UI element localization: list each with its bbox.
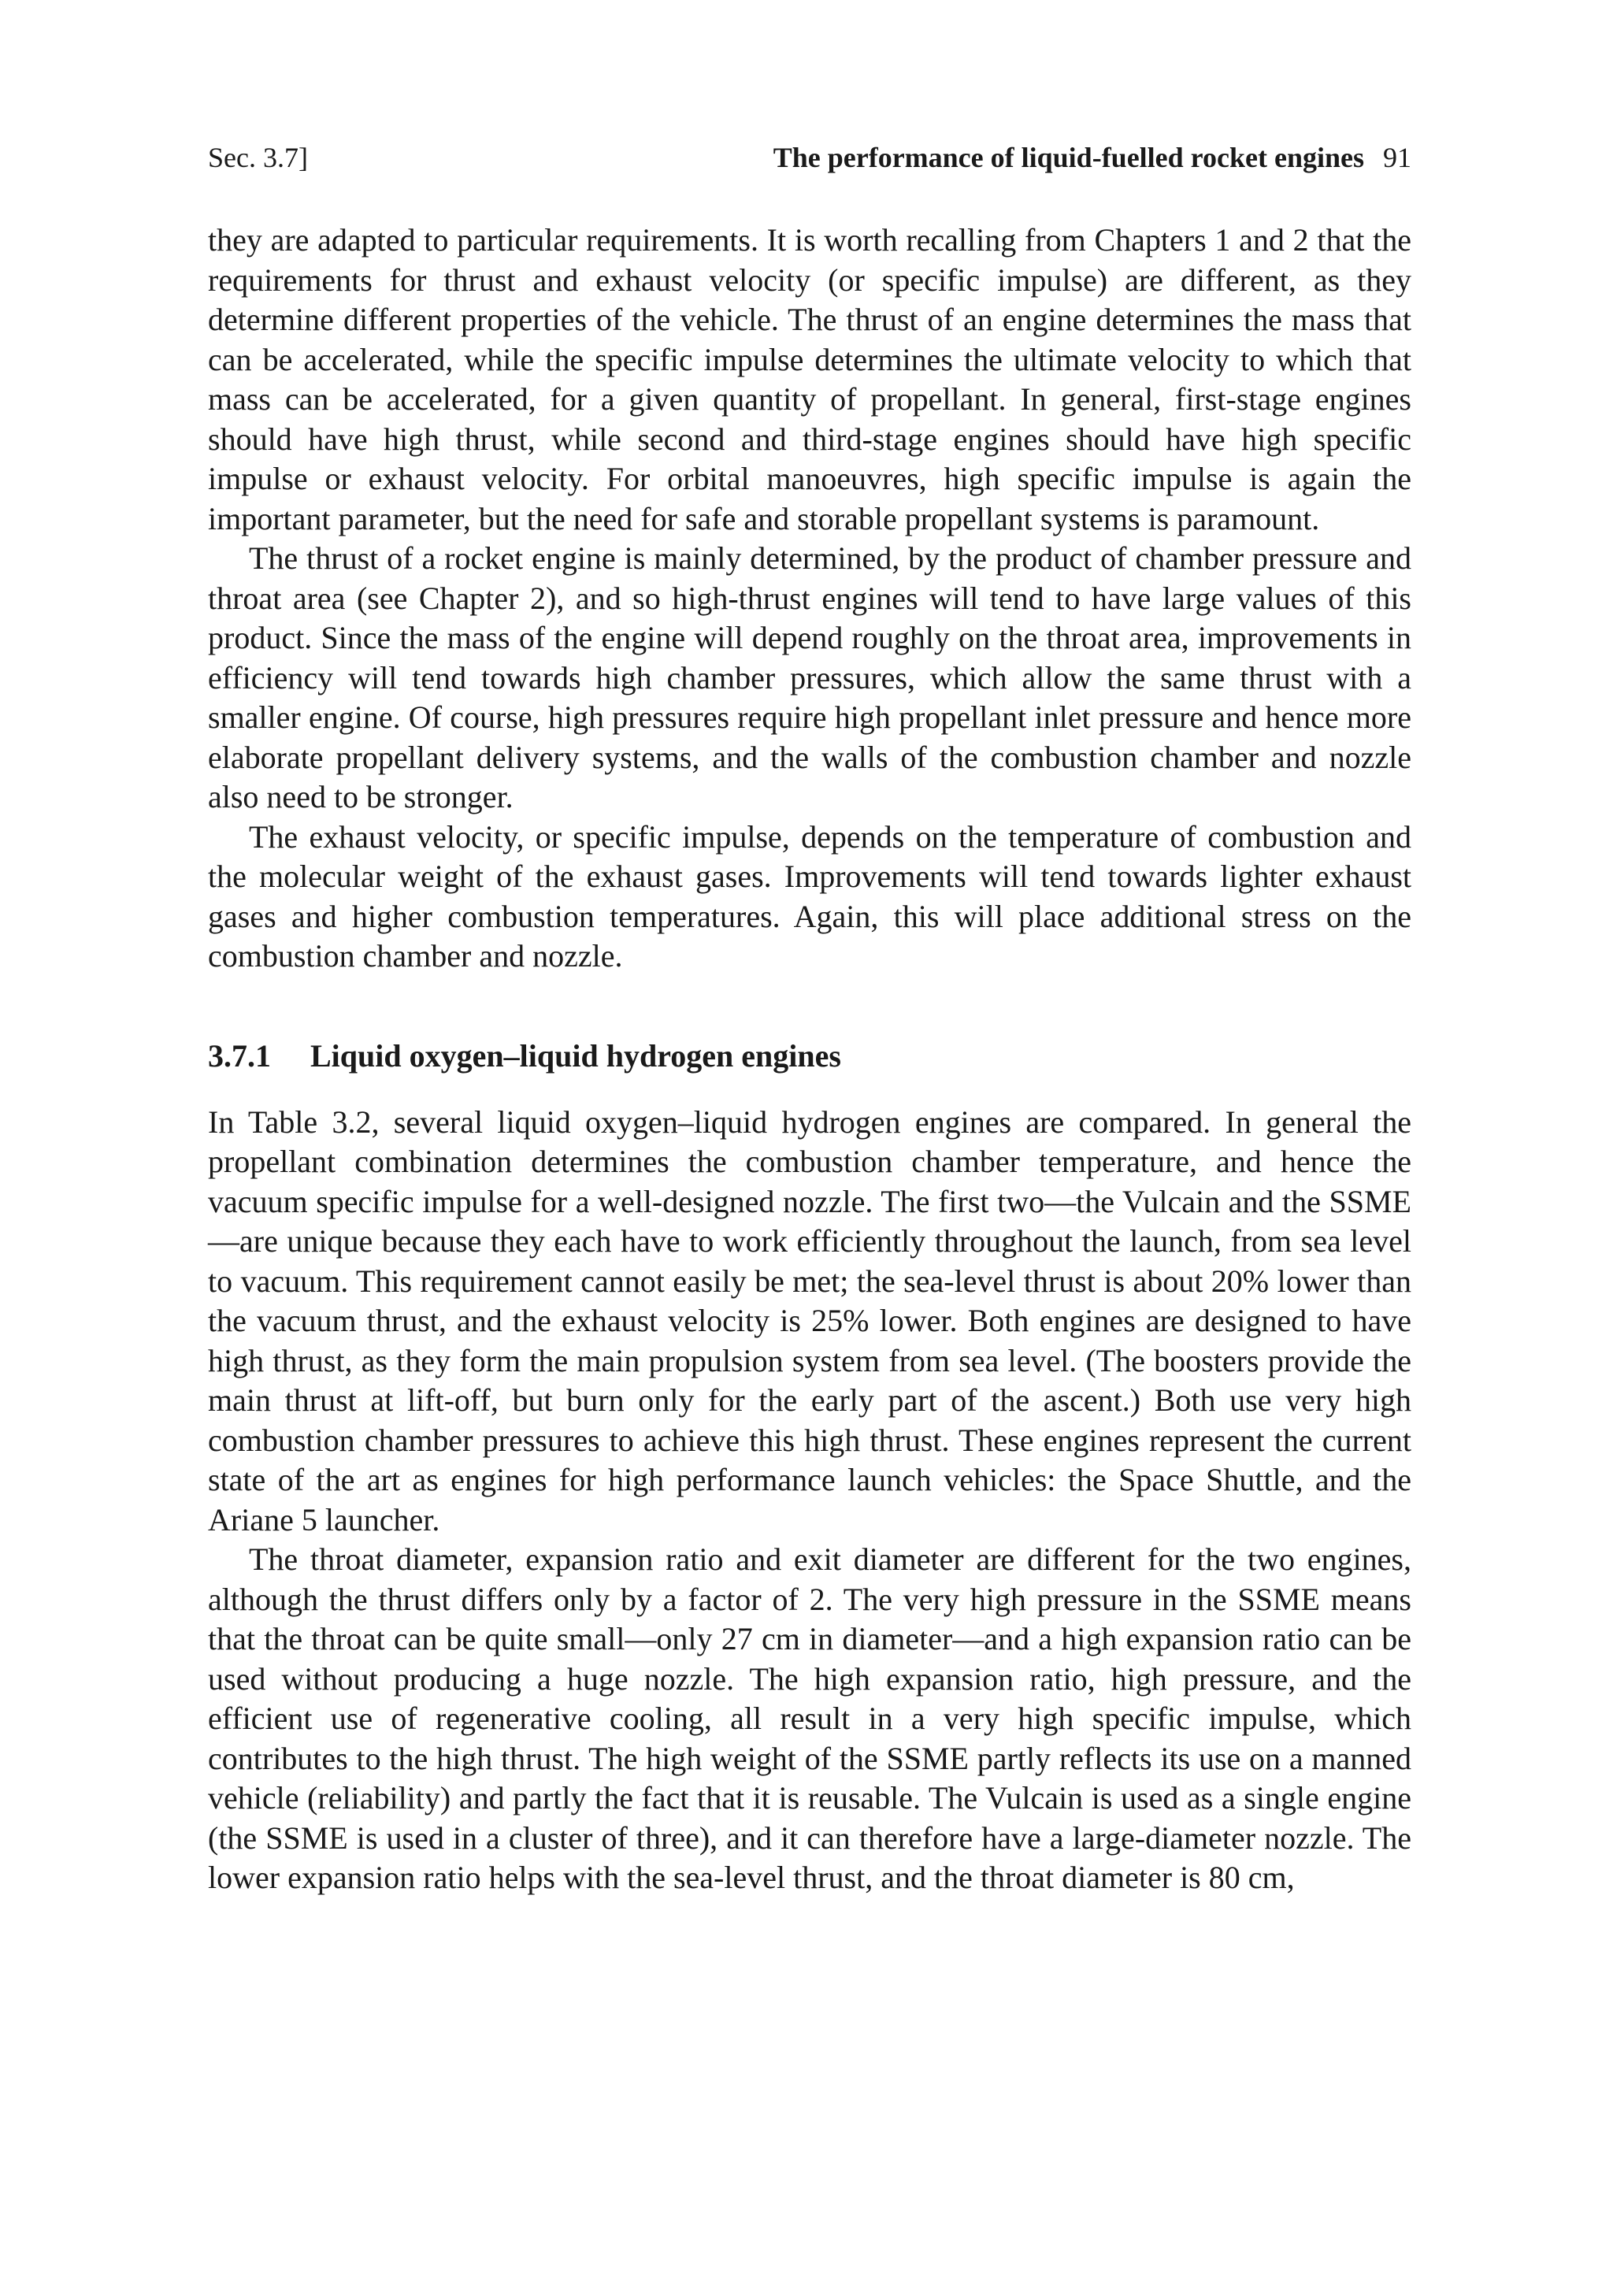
section-reference: Sec. 3.7] [208, 142, 308, 173]
running-head-right [773, 139, 1411, 176]
book-page [208, 139, 1411, 1898]
running-head [208, 139, 1411, 176]
paragraph: The throat diameter, expansion ratio and exit diameter are different for the two engines, although the thrust differs only by a factor of 2. The very high pressure in the SSME means that the throat can be quite small—only 27 cm in diameter—and a high expansion ratio can be used without producing a huge nozzle. The high expansion ratio, high pressure, and the efficient use of regenerative cooling, all result in a very high specific impulse, which contributes to the high thrust. The high weight of the SSME partly reflects its use on a manned vehicle (reliability) and partly the fact that it is reusable. The Vulcain is used as a single engine (the SSME is used in a cluster of three), and it can therefore have a large-diameter nozzle. The lower expansion ratio helps with the sea-level thrust, and the throat diameter is 80 cm, [208, 1541, 1411, 1895]
section-heading [208, 1037, 1411, 1076]
paragraph: The thrust of a rocket engine is mainly determined, by the product of chamber pressure and throat area (see Chapter 2), and so high-thrust engines will tend to have large values of this product. Since the mass of the engine will depend roughly on the throat area, improvements in efficiency will tend towards high chamber pressures, which allow the same thrust with a smaller engine. Of course, high pressures require high propellant inlet pressure and hence more elaborate propellant delivery systems, and the walls of the combustion chamber and nozzle also need to be stronger. [208, 540, 1411, 814]
page-number: 91 [1383, 142, 1411, 173]
paragraph: In Table 3.2, several liquid oxygen–liquid hydrogen engines are compared. In general the propellant combination determines the combustion chamber temperature, and hence the vacuum specific impulse for a well-designed nozzle. The first two—the Vulcain and the SSME—are unique because they each have to work efficiently throughout the launch, from sea level to vacuum. This requirement cannot easily be met; the sea-level thrust is about 20% lower than the vacuum thrust, and the exhaust velocity is 25% lower. Both engines are designed to have high thrust, as they form the main propulsion system from sea level. (The boosters provide the main thrust at lift-off, but burn only for the early part of the ascent.) Both use very high combustion chamber pressures to achieve this high thrust. These engines represent the current state of the art as engines for high performance launch vehicles: the Space Shuttle, and the Ariane 5 launcher. [208, 1103, 1411, 1537]
paragraph: The exhaust velocity, or specific impulse, depends on the temperature of combustion and the molecular weight of the exhaust gases. Improvements will tend towards lighter exhaust gases and higher combustion temperatures. Again, this will place additional stress on the combustion chamber and nozzle. [208, 818, 1411, 974]
section-number: 3.7.1 [208, 1037, 271, 1074]
body-text [208, 221, 1411, 1898]
section-title: Liquid oxygen–liquid hydrogen engines [310, 1037, 841, 1074]
paragraph: they are adapted to particular requirements. It is worth recalling from Chapters 1 and 2 that the requirements for thrust and exhaust velocity (or specific impulse) are different, as they determine different properties of the vehicle. The thrust of an engine determines the mass that can be accelerated, while the specific impulse determines the ultimate velocity to which that mass can be accelerated, for a given quantity of propellant. In general, first-stage engines should have high thrust, while second and third-stage engines should have high specific impulse or exhaust velocity. For orbital manoeuvres, high specific impulse is again the important parameter, but the need for safe and storable propellant systems is paramount. [208, 222, 1411, 536]
chapter-title: The performance of liquid-fuelled rocket engines [773, 142, 1364, 173]
